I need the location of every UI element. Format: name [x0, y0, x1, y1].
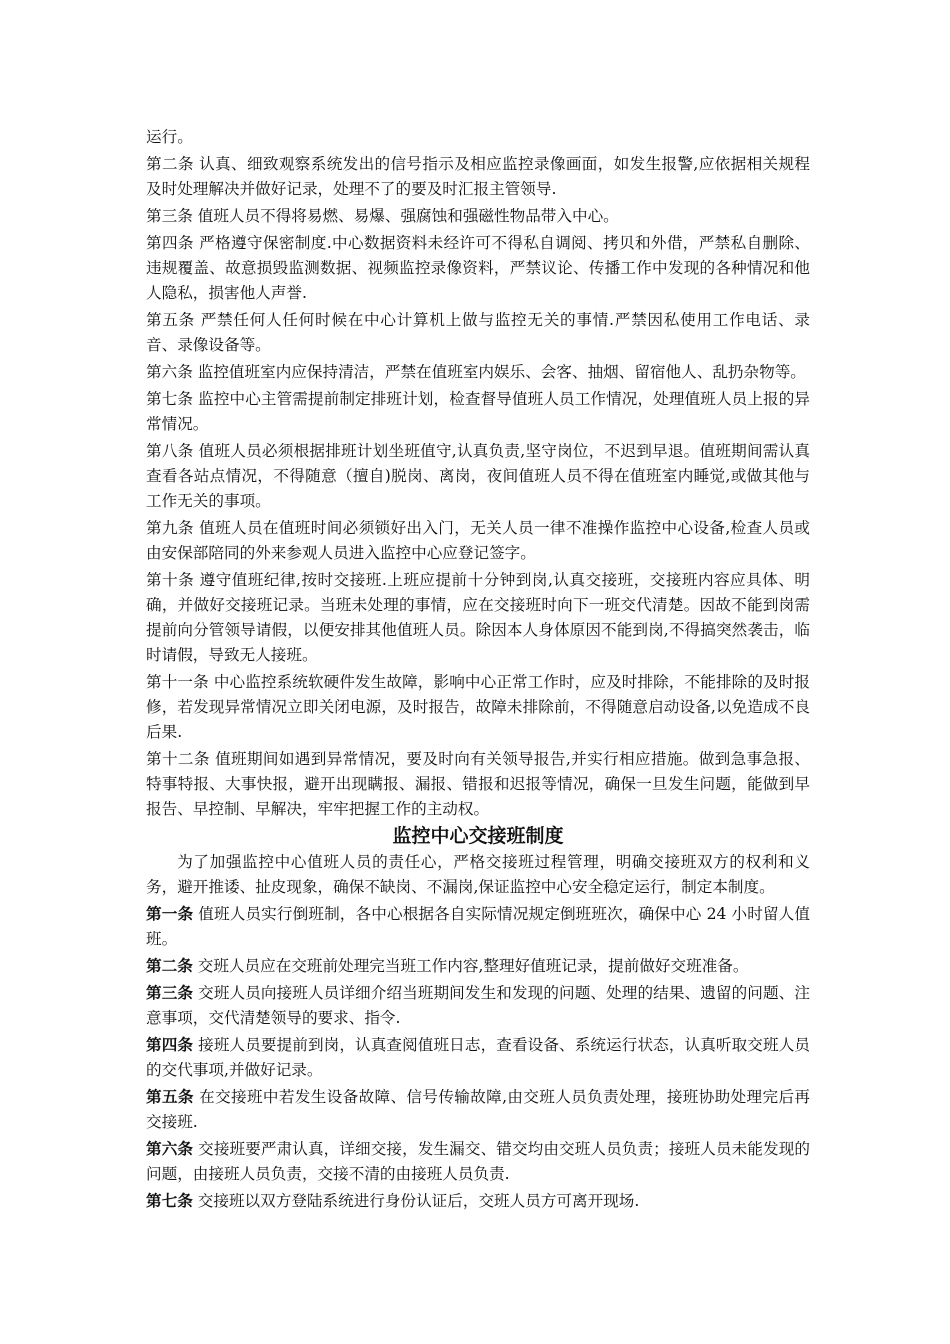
- handover-article-2: [146, 954, 810, 979]
- article-10: 第十条 遵守值班纪律,按时交接班.上班应提前十分钟到岗,认真交接班，交接班内容应具体、明确，并做好交接班记录。当班未处理的事情，应在交接班时向下一班交代清楚。因故不能到岗需提前向分管领导请假，以便安排其他值班人员。除因本人身体原因不能到岗,不得搞突然袭击，临时请假，导致无人接班。: [146, 571, 810, 664]
- intro-paragraph: 为了加强监控中心值班人员的责任心，严格交接班过程管理，明确交接班双方的权利和义务，避开推诿、扯皮现象，确保不缺岗、不漏岗,保证监控中心安全稳定运行，制定本制度。: [146, 853, 810, 896]
- paragraph-continuation: 运行。: [146, 128, 193, 146]
- article-12: 第十二条 值班期间如遇到异常情况，要及时向有关领导报告,并实行相应措施。做到急事急报、特事特报、大事快报，避开出现瞒报、漏报、错报和迟报等情况，确保一旦发生问题，能做到早报告、早控制、早解决，牢牢把握工作的主动权。: [146, 750, 810, 818]
- article-label: 第七条: [146, 1192, 193, 1210]
- article-5: 第五条 严禁任何人任何时候在中心计算机上做与监控无关的事情.严禁因私使用工作电话、录音、录像设备等。: [146, 311, 810, 354]
- article-text: 交接班以双方登陆系统进行身份认证后，交班人员方可离开现场.: [192, 1192, 640, 1210]
- article-text: 交班人员应在交班前处理完当班工作内容,整理好值班记录，提前做好交班准备。: [192, 957, 749, 975]
- handover-article-5: [146, 1085, 810, 1135]
- article-label: 第二条: [146, 957, 193, 975]
- article-label: 第五条: [146, 1088, 194, 1106]
- article-text: 交班人员向接班人员详细介绍当班期间发生和发现的问题、处理的结果、遗留的问题、注意事项，交代清楚领导的要求、指令.: [146, 984, 810, 1027]
- article-label: 第三条: [146, 984, 194, 1002]
- article-4: 第四条 严格遵守保密制度.中心数据资料未经许可不得私自调阅、拷贝和外借，严禁私自删除、违规覆盖、故意损毁监测数据、视频监控录像资料，严禁议论、传播工作中发现的各种情况和他人隐私，损害他人声誉.: [146, 234, 810, 302]
- article-text: 在交接班中若发生设备故障、信号传输故障,由交班人员负责处理，接班协助处理完后再交接班.: [146, 1088, 810, 1131]
- document-page: [146, 125, 810, 1216]
- article-2: 第二条 认真、细致观察系统发出的信号指示及相应监控录像画面，如发生报警,应依据相关规程及时处理解决并做好记录，处理不了的要及时汇报主管领导.: [146, 155, 810, 198]
- article-11: 第十一条 中心监控系统软硬件发生故障，影响中心正常工作时，应及时排除，不能排除的及时报修，若发现异常情况立即关闭电源，及时报告，故障未排除前，不得随意启动设备,以免造成不良后果.: [146, 673, 810, 741]
- article-6: 第六条 监控值班室内应保持清洁，严禁在值班室内娱乐、会客、抽烟、留宿他人、乱扔杂物等。: [146, 363, 806, 381]
- handover-article-1: [146, 902, 810, 952]
- article-8: 第八条 值班人员必须根据排班计划坐班值守,认真负责,坚守岗位，不迟到早退。值班期间需认真查看各站点情况，不得随意（擅自)脱岗、离岗，夜间值班人员不得在值班室内睡觉,或做其他与工作无关的事项。: [146, 442, 810, 510]
- section-title: 监控中心交接班制度: [392, 825, 564, 847]
- handover-article-7: [146, 1189, 810, 1214]
- article-label: 第四条: [146, 1036, 194, 1054]
- handover-article-3: [146, 981, 810, 1031]
- article-text: 接班人员要提前到岗，认真查阅值班日志，查看设备、系统运行状态，认真听取交班人员的交代事项,并做好记录。: [146, 1036, 810, 1079]
- handover-regulations: [146, 902, 810, 1214]
- article-text: 交接班要严肃认真，详细交接，发生漏交、错交均由交班人员负责；接班人员未能发现的问题，由接班人员负责，交接不清的由接班人员负责.: [146, 1140, 810, 1183]
- article-text: 值班人员实行倒班制，各中心根据各自实际情况规定倒班班次，确保中心 24 小时留人值班。: [146, 905, 810, 948]
- handover-article-6: [146, 1137, 810, 1187]
- handover-article-4: [146, 1033, 810, 1083]
- article-3: 第三条 值班人员不得将易燃、易爆、强腐蚀和强磁性物品带入中心。: [146, 207, 619, 225]
- article-7: 第七条 监控中心主管需提前制定排班计划，检查督导值班人员工作情况，处理值班人员上报的异常情况。: [146, 390, 810, 433]
- regulations-continued: [146, 125, 810, 822]
- article-9: 第九条 值班人员在值班时间必须锁好出入门，无关人员一律不准操作监控中心设备,检查人员或由安保部陪同的外来参观人员进入监控中心应登记签字。: [146, 519, 810, 562]
- article-label: 第一条: [146, 905, 194, 923]
- article-label: 第六条: [146, 1140, 194, 1158]
